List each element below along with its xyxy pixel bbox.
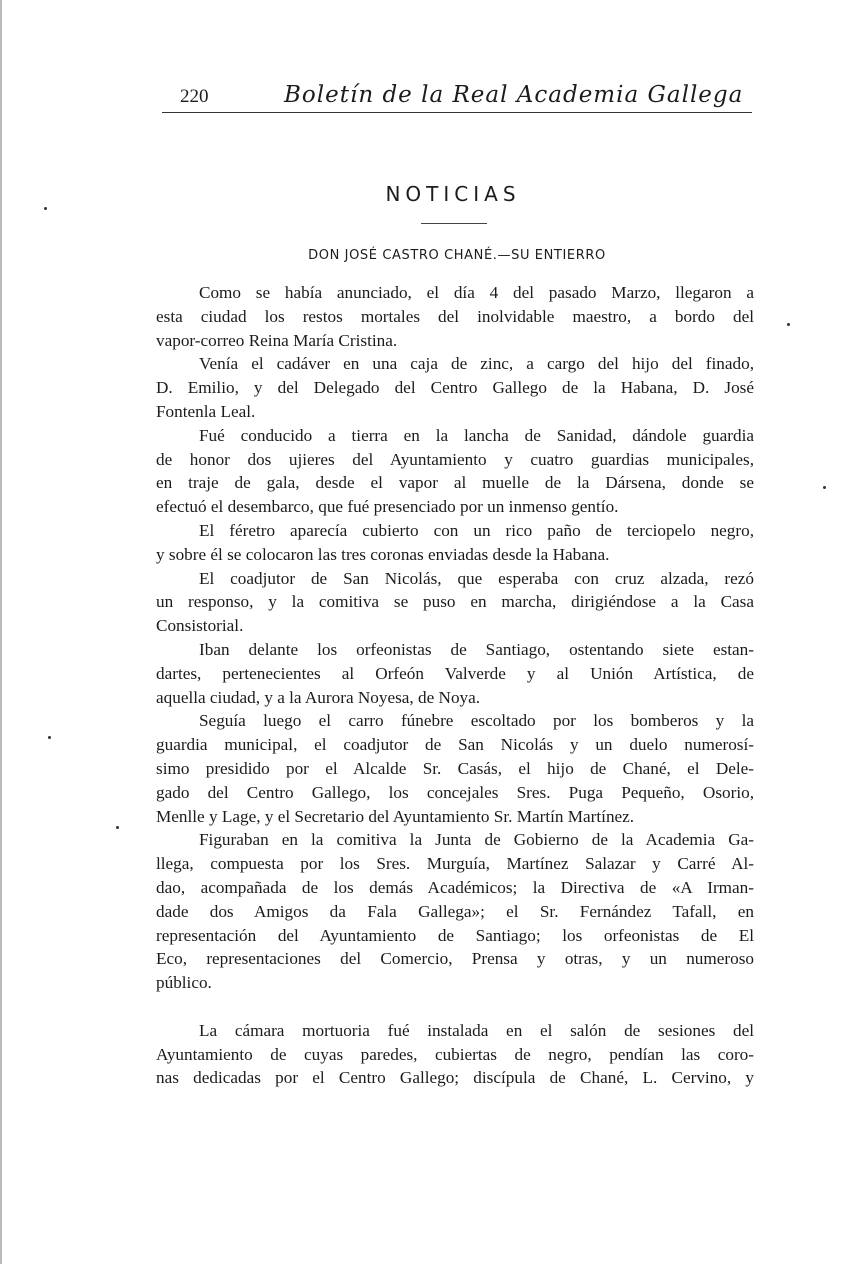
text-line: Fontenla Leal.: [156, 401, 256, 421]
text-line: efectuó el desembarco, que fué presenciado por un inmenso gentío.: [156, 497, 619, 517]
text-line: esta ciudad los restos mortales del inolvidable maestro, a bordo del: [156, 306, 754, 326]
margin-speck: [48, 736, 51, 739]
text-line: Consistorial.: [156, 616, 244, 636]
paragraph-gap: [156, 995, 754, 1019]
text-line: en traje de gala, desde el vapor al muelle de la Dársena, donde se: [156, 473, 754, 493]
text-line: dartes, pertenecientes al Orfeón Valverde y al Unión Artística, de: [156, 663, 754, 683]
text-line: Eco, representaciones del Comercio, Prensa y otras, y un numeroso: [156, 949, 754, 969]
text-line: guardia municipal, el coadjutor de San Nicolás y un duelo numerosí-: [156, 735, 754, 755]
text-line: Seguía luego el carro fúnebre escoltado por los bomberos y la: [199, 711, 754, 731]
running-header: [162, 82, 752, 114]
text-line: D. Emilio, y del Delegado del Centro Gallego de la Habana, D. José: [156, 378, 754, 398]
text-line: vapor-correo Reina María Cristina.: [156, 330, 398, 350]
title-divider: [421, 223, 487, 224]
text-line: simo presidido por el Alcalde Sr. Casás, el hijo de Chané, el Dele-: [156, 758, 754, 778]
journal-title: Boletín de la Real Academia Gallega: [284, 82, 744, 108]
text-line: Ayuntamiento de cuyas paredes, cubiertas de negro, pendían las coro-: [156, 1044, 754, 1064]
margin-speck: [823, 486, 826, 489]
text-line: nas dedicadas por el Centro Gallego; discípula de Chané, L. Cervino, y: [156, 1068, 754, 1088]
text-line: Venía el cadáver en una caja de zinc, a cargo del hijo del finado,: [199, 354, 754, 374]
header-rule: [162, 112, 752, 113]
text-line: llega, compuesta por los Sres. Murguía, Martínez Salazar y Carré Al-: [156, 854, 754, 874]
text-line: dade dos Amigos da Fala Gallega»; el Sr. Fernández Tafall, en: [156, 901, 754, 921]
text-line: público.: [156, 973, 212, 993]
margin-speck: [116, 826, 119, 829]
text-line: Figuraban en la comitiva la Junta de Gobierno de la Academia Ga-: [199, 830, 754, 850]
article-subtitle: DON JOSÉ CASTRO CHANÉ.—SU ENTIERRO: [308, 248, 606, 263]
text-line: El coadjutor de San Nicolás, que esperaba con cruz alzada, rezó: [199, 568, 754, 588]
section-title: NOTICIAS: [385, 182, 521, 206]
margin-speck: [787, 323, 790, 326]
margin-speck: [44, 207, 47, 210]
text-line: un responso, y la comitiva se puso en marcha, dirigiéndose a la Casa: [156, 592, 754, 612]
text-line: Menlle y Lage, y el Secretario del Ayuntamiento Sr. Martín Martínez.: [156, 806, 635, 826]
page-number: 220: [180, 86, 209, 107]
text-line: La cámara mortuoria fué instalada en el salón de sesiones del: [199, 1020, 754, 1040]
text-line: El féretro aparecía cubierto con un rico paño de terciopelo negro,: [199, 520, 754, 540]
text-line: de honor dos ujieres del Ayuntamiento y cuatro guardias municipales,: [156, 449, 754, 469]
text-line: Fué conducido a tierra en la lancha de Sanidad, dándole guardia: [199, 425, 754, 445]
text-line: dao, acompañada de los demás Académicos; la Directiva de «A Irman-: [156, 877, 754, 897]
article-body: [156, 281, 754, 1090]
text-line: aquella ciudad, y a la Aurora Noyesa, de Noya.: [156, 687, 481, 707]
text-line: gado del Centro Gallego, los concejales Sres. Puga Pequeño, Osorio,: [156, 782, 754, 802]
text-line: y sobre él se colocaron las tres coronas enviadas desde la Habana.: [156, 544, 610, 564]
text-line: Iban delante los orfeonistas de Santiago, ostentando siete estan-: [199, 639, 754, 659]
text-line: Como se había anunciado, el día 4 del pasado Marzo, llegaron a: [199, 283, 754, 302]
text-line: representación del Ayuntamiento de Santiago; los orfeonistas de El: [156, 925, 754, 945]
